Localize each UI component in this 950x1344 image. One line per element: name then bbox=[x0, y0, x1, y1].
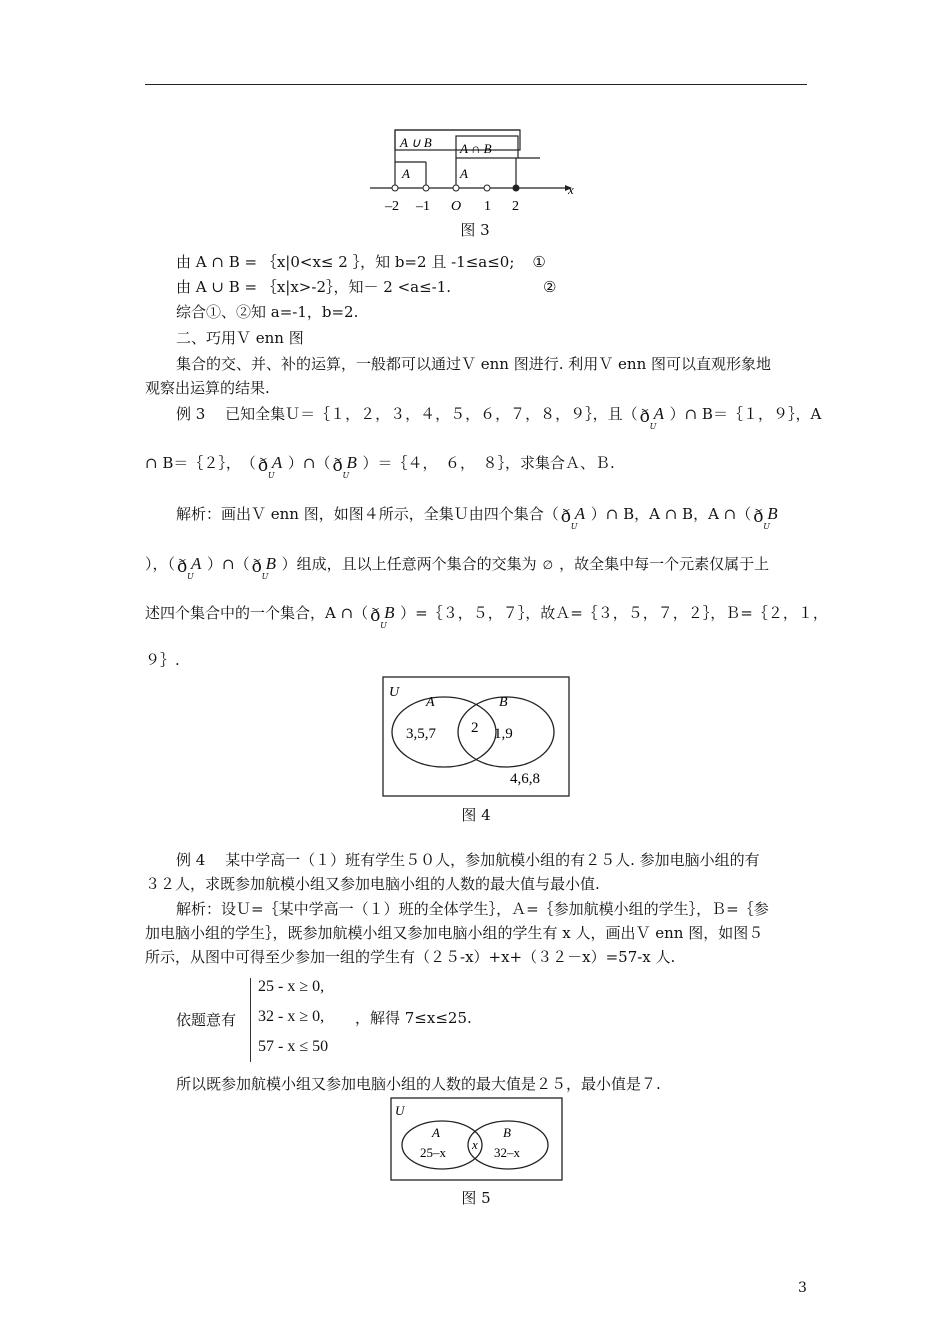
complement-a: ð U A bbox=[639, 404, 664, 431]
tick-neg2: –2 bbox=[385, 199, 399, 214]
header-rule bbox=[145, 84, 807, 85]
tick-2: 2 bbox=[512, 199, 519, 214]
solution-3-line-4: ９｝. bbox=[145, 651, 180, 669]
system-brace bbox=[250, 978, 257, 1062]
complement-a: ð U A bbox=[177, 554, 202, 581]
mark-2: ② bbox=[543, 278, 557, 296]
region-a-only: 25–x bbox=[420, 1145, 446, 1160]
conclusion: 所以既参加航模小组又参加电脑小组的人数的最大值是２５，最小值是７. bbox=[176, 1075, 661, 1093]
solution-4-line-3: 所示，从图中可得至少参加一组的学生有（２５-x）+x+（３２－x）=57-x 人. bbox=[145, 948, 676, 966]
universe-label: U bbox=[395, 1103, 405, 1118]
tick-1: 1 bbox=[484, 199, 491, 214]
region-intersection: x bbox=[472, 1137, 478, 1152]
region-intersection: 2 bbox=[471, 720, 479, 736]
region-outside: 4,6,8 bbox=[510, 771, 540, 787]
complement-a: ð U A bbox=[560, 504, 586, 531]
figure-5-venn bbox=[390, 1097, 564, 1183]
system-solution: ，解得 7≤x≤25. bbox=[355, 1009, 472, 1027]
universe-label: U bbox=[389, 685, 400, 700]
section-2-heading: 二、巧用Ｖ enn 图 bbox=[176, 329, 304, 347]
solution-4-line-1: 解析：设Ｕ=｛某中学高一（１）班的全体学生｝，Ａ=｛参加航模小组的学生｝，Ｂ=｛参 bbox=[176, 900, 769, 918]
system-eq-3: 57 - x ≤ 50 bbox=[258, 1038, 329, 1055]
figure-4-caption: 图 4 bbox=[461, 806, 491, 824]
line-2: 由 A ∪ B = ｛x|x>-2｝，知－ 2 <a≤-1. ② bbox=[176, 278, 557, 296]
region-a-only: 3,5,7 bbox=[406, 726, 436, 742]
line-1: 由 A ∩ B = ｛x|0<x≤ 2 ｝，知 b=2 且 -1≤a≤0; ① bbox=[176, 253, 546, 271]
region-b-only: 32–x bbox=[494, 1145, 520, 1160]
example-4-line-2: ３２人，求既参加航模小组又参加电脑小组的人数的最大值与最小值. bbox=[145, 875, 600, 893]
example-3-line-1: 例 3 已知全集Ｕ＝｛１，２，３，４，５，６，７，８，９｝，且（ ð U A ）∩ B＝｛１，９｝，A bbox=[176, 404, 822, 431]
example-3-line-2: ∩ B＝｛２｝， （ ð U A ）∩（ ð U B ）＝｛４， ６， ８｝，求集合Ａ、Ｂ. bbox=[145, 453, 615, 480]
tick-origin: O bbox=[451, 199, 462, 214]
set-b-label: B bbox=[499, 695, 508, 710]
figure-3-caption: 图 3 bbox=[460, 221, 490, 239]
complement-b: ð U B bbox=[251, 554, 276, 581]
union-label: A ∪ B bbox=[400, 135, 432, 150]
solution-3-line-3: 述四个集合中的一个集合，A ∩（ ð U B ）=｛３，５，７｝，故Ａ=｛３，５，７，２｝，Ｂ=｛２，１， bbox=[145, 603, 828, 630]
paragraph-1a: 集合的交、并、补的运算，一般都可以通过Ｖ enn 图进行. 利用Ｖ enn 图可以直观形象地 bbox=[176, 355, 772, 373]
complement-b: ð U B bbox=[370, 603, 395, 630]
figure-4-venn bbox=[382, 676, 572, 798]
figure-5-caption: 图 5 bbox=[461, 1189, 491, 1207]
solution-3-line-1: 解析：画出Ｖ enn 图，如图４所示，全集Ｕ由四个集合（ ð U A ）∩ B，A ∩ B，A ∩（ ð U B bbox=[176, 504, 783, 525]
system-eq-2: 32 - x ≥ 0, bbox=[258, 1008, 325, 1025]
tick-neg1: –1 bbox=[416, 199, 430, 214]
mark-1: ① bbox=[532, 253, 546, 271]
intersection-label: A ∩ B bbox=[460, 141, 492, 156]
a-label-1: A bbox=[402, 166, 410, 181]
complement-a: ð U A bbox=[257, 453, 283, 480]
example-4-line-1: 例 4 某中学高一（１）班有学生５０人，参加航模小组的有２５人. 参加电脑小组的有 bbox=[176, 851, 760, 869]
page-number: 3 bbox=[798, 1280, 807, 1296]
system-eq-1: 25 - x ≥ 0, bbox=[258, 978, 325, 995]
system-lead: 依题意有 bbox=[176, 1011, 237, 1029]
figure-3-number-line bbox=[360, 122, 600, 214]
set-a-label: A bbox=[432, 1125, 440, 1140]
solution-3-line-2: ），（ ð U A ）∩（ ð U B ）组成，且以上任意两个集合的交集为 ∅ ，故全集中每一个元素仅属于上 bbox=[145, 554, 770, 581]
paragraph-1b: 观察出运算的结果. bbox=[145, 379, 270, 397]
set-b-label: B bbox=[503, 1125, 511, 1140]
complement-b: ð U B bbox=[332, 453, 357, 480]
complement-b: ð U B bbox=[753, 504, 778, 531]
region-b-only: 1,9 bbox=[494, 726, 513, 742]
solution-4-line-2: 加电脑小组的学生｝，既参加航模小组又参加电脑小组的学生有 x 人，画出Ｖ enn 图，如图５ bbox=[145, 924, 764, 942]
line-3: 综合①、②知 a=-1，b=2. bbox=[176, 303, 359, 321]
axis-x-label: x bbox=[568, 182, 574, 197]
a-label-2: A bbox=[460, 166, 468, 181]
empty-set-symbol: ∅ bbox=[542, 558, 554, 572]
set-a-label: A bbox=[426, 695, 435, 710]
